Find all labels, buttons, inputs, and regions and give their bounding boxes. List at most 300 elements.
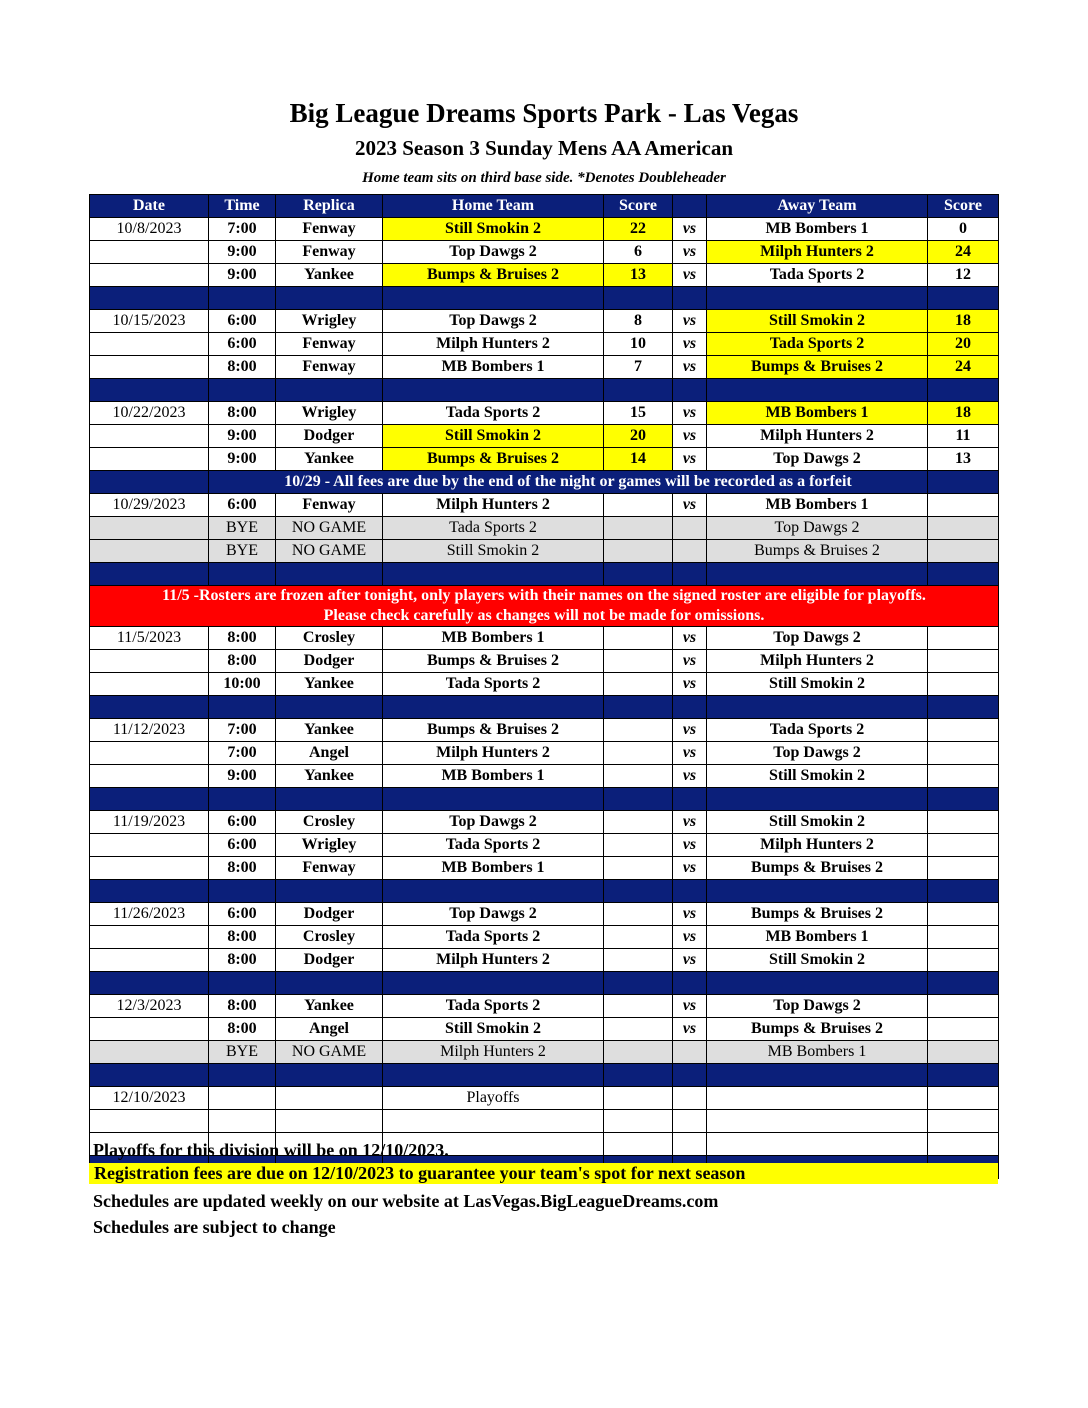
vs-cell: vs — [673, 333, 707, 356]
game-row — [90, 494, 999, 517]
vs-cell: vs — [673, 425, 707, 448]
time-cell: 9:00 — [209, 241, 276, 264]
week-separator-row — [90, 287, 999, 310]
home-score-cell — [604, 627, 673, 650]
away-score-cell — [928, 627, 999, 650]
roster-alert-line-2: Please check carefully as changes will not be made for omissions. — [323, 607, 765, 624]
field-cell: Fenway — [276, 333, 383, 356]
vs-cell: vs — [673, 241, 707, 264]
date-cell — [90, 742, 209, 765]
vs-cell: vs — [673, 627, 707, 650]
empty-cell — [673, 1110, 707, 1133]
away-score-cell: 18 — [928, 402, 999, 425]
separator-cell — [928, 563, 999, 586]
away-team-cell: MB Bombers 1 — [707, 402, 928, 425]
vs-cell: vs — [673, 995, 707, 1018]
col-header-home-score: Score — [604, 195, 673, 218]
separator-cell — [928, 880, 999, 903]
field-cell: Fenway — [276, 241, 383, 264]
separator-cell — [276, 379, 383, 402]
home-score-cell — [604, 765, 673, 788]
time-cell: 8:00 — [209, 995, 276, 1018]
game-row — [90, 218, 999, 241]
home-team-cell: Top Dawgs 2 — [383, 310, 604, 333]
field-cell: Yankee — [276, 264, 383, 287]
banner-cell — [90, 471, 209, 494]
field-cell: Dodger — [276, 949, 383, 972]
empty-cell — [383, 1110, 604, 1133]
away-score-cell — [928, 1087, 999, 1110]
vs-cell: vs — [673, 650, 707, 673]
empty-cell — [707, 1133, 928, 1156]
playoffs-row — [90, 1087, 999, 1110]
game-row — [90, 949, 999, 972]
game-row — [90, 926, 999, 949]
separator-cell — [673, 287, 707, 310]
header-row — [90, 195, 999, 218]
away-team-cell: Top Dawgs 2 — [707, 448, 928, 471]
home-score-cell — [604, 857, 673, 880]
bye-row — [90, 517, 999, 540]
vs-cell: vs — [673, 765, 707, 788]
separator-cell — [209, 287, 276, 310]
away-team-cell: Milph Hunters 2 — [707, 425, 928, 448]
time-cell: 8:00 — [209, 949, 276, 972]
field-cell: Yankee — [276, 719, 383, 742]
separator-cell — [90, 563, 209, 586]
field-cell: Wrigley — [276, 402, 383, 425]
away-score-cell — [928, 517, 999, 540]
away-score-cell — [928, 1041, 999, 1064]
separator-cell — [276, 563, 383, 586]
home-score-cell: 15 — [604, 402, 673, 425]
home-score-cell: 22 — [604, 218, 673, 241]
separator-cell — [90, 696, 209, 719]
separator-cell — [928, 287, 999, 310]
no-game-label: NO GAME — [276, 1041, 383, 1064]
home-score-cell — [604, 903, 673, 926]
field-cell: Yankee — [276, 765, 383, 788]
home-team-cell: Tada Sports 2 — [383, 517, 604, 540]
vs-cell: vs — [673, 218, 707, 241]
empty-cell — [707, 1110, 928, 1133]
game-row — [90, 627, 999, 650]
home-score-cell: 6 — [604, 241, 673, 264]
away-team-cell: Still Smokin 2 — [707, 310, 928, 333]
separator-cell — [604, 1064, 673, 1087]
field-cell: Dodger — [276, 903, 383, 926]
date-cell — [90, 926, 209, 949]
away-team-cell: MB Bombers 1 — [707, 494, 928, 517]
separator-cell — [604, 696, 673, 719]
home-team-cell: Milph Hunters 2 — [383, 333, 604, 356]
time-cell: 6:00 — [209, 494, 276, 517]
home-team-cell: Bumps & Bruises 2 — [383, 448, 604, 471]
game-row — [90, 264, 999, 287]
date-cell: 10/29/2023 — [90, 494, 209, 517]
field-cell: Fenway — [276, 857, 383, 880]
field-cell: Angel — [276, 742, 383, 765]
home-score-cell — [604, 995, 673, 1018]
field-cell: Yankee — [276, 448, 383, 471]
col-header-time: Time — [209, 195, 276, 218]
separator-cell — [673, 379, 707, 402]
footer-change-note: Schedules are subject to change — [93, 1217, 336, 1237]
separator-cell — [90, 379, 209, 402]
time-cell: 9:00 — [209, 425, 276, 448]
separator-cell — [209, 788, 276, 811]
home-score-cell — [604, 834, 673, 857]
empty-cell — [276, 1110, 383, 1133]
vs-cell: vs — [673, 719, 707, 742]
vs-cell — [673, 1087, 707, 1110]
separator-cell — [707, 563, 928, 586]
time-cell: 8:00 — [209, 650, 276, 673]
away-score-cell — [928, 765, 999, 788]
game-row — [90, 650, 999, 673]
time-cell: 8:00 — [209, 627, 276, 650]
game-row — [90, 765, 999, 788]
home-score-cell — [604, 811, 673, 834]
away-score-cell — [928, 494, 999, 517]
date-cell — [90, 241, 209, 264]
time-cell: 6:00 — [209, 333, 276, 356]
vs-cell: vs — [673, 903, 707, 926]
date-cell — [90, 857, 209, 880]
away-team-cell: Top Dawgs 2 — [707, 517, 928, 540]
home-score-cell: 8 — [604, 310, 673, 333]
game-row — [90, 834, 999, 857]
away-team-cell: Bumps & Bruises 2 — [707, 903, 928, 926]
field-cell: Crosley — [276, 627, 383, 650]
separator-cell — [928, 696, 999, 719]
away-score-cell — [928, 949, 999, 972]
time-cell: 6:00 — [209, 310, 276, 333]
home-team-cell: Still Smokin 2 — [383, 425, 604, 448]
time-cell: 8:00 — [209, 857, 276, 880]
date-cell — [90, 834, 209, 857]
date-cell — [90, 650, 209, 673]
away-team-cell: Still Smokin 2 — [707, 949, 928, 972]
roster-alert-line-1: 11/5 -Rosters are frozen after tonight, only players with their names on the signed roster are eligible for playoffs. — [162, 587, 926, 604]
home-team-cell: Tada Sports 2 — [383, 995, 604, 1018]
separator-cell — [928, 379, 999, 402]
away-team-cell: Bumps & Bruises 2 — [707, 540, 928, 563]
game-row — [90, 719, 999, 742]
vs-cell — [673, 1041, 707, 1064]
week-separator-row — [90, 788, 999, 811]
empty-row — [90, 1110, 999, 1133]
home-team-cell: Milph Hunters 2 — [383, 1041, 604, 1064]
no-game-label: NO GAME — [276, 517, 383, 540]
separator-cell — [604, 788, 673, 811]
empty-cell — [604, 1110, 673, 1133]
time-cell: 9:00 — [209, 264, 276, 287]
home-score-cell: 10 — [604, 333, 673, 356]
away-score-cell — [928, 673, 999, 696]
game-row — [90, 241, 999, 264]
fees-banner-row — [90, 471, 999, 494]
game-row — [90, 333, 999, 356]
home-team-cell: MB Bombers 1 — [383, 627, 604, 650]
separator-cell — [707, 287, 928, 310]
field-cell: Dodger — [276, 650, 383, 673]
date-cell — [90, 264, 209, 287]
separator-cell — [276, 972, 383, 995]
time-cell: 7:00 — [209, 218, 276, 241]
separator-cell — [209, 1064, 276, 1087]
home-score-cell — [604, 517, 673, 540]
away-team-cell: Top Dawgs 2 — [707, 995, 928, 1018]
away-score-cell — [928, 834, 999, 857]
home-score-cell — [604, 719, 673, 742]
away-team-cell: Tada Sports 2 — [707, 264, 928, 287]
home-team-cell: Top Dawgs 2 — [383, 903, 604, 926]
col-header-replica: Replica — [276, 195, 383, 218]
separator-cell — [383, 972, 604, 995]
field-cell: Dodger — [276, 425, 383, 448]
week-separator-row — [90, 1064, 999, 1087]
week-separator-row — [90, 696, 999, 719]
away-team-cell: MB Bombers 1 — [707, 926, 928, 949]
home-score-cell — [604, 540, 673, 563]
time-cell: 9:00 — [209, 765, 276, 788]
time-cell: 8:00 — [209, 402, 276, 425]
field-cell: Yankee — [276, 673, 383, 696]
away-team-cell: Bumps & Bruises 2 — [707, 857, 928, 880]
page-subtitle: 2023 Season 3 Sunday Mens AA American — [354, 136, 734, 160]
separator-cell — [673, 696, 707, 719]
home-team-cell: Tada Sports 2 — [383, 402, 604, 425]
separator-cell — [604, 972, 673, 995]
game-row — [90, 903, 999, 926]
roster-alert-cell — [90, 586, 999, 627]
home-score-cell: 13 — [604, 264, 673, 287]
vs-cell — [673, 517, 707, 540]
away-team-cell: Milph Hunters 2 — [707, 834, 928, 857]
separator-cell — [90, 1064, 209, 1087]
time-cell: 8:00 — [209, 1018, 276, 1041]
bye-row — [90, 540, 999, 563]
time-cell: 7:00 — [209, 719, 276, 742]
away-score-cell — [928, 742, 999, 765]
vs-cell — [673, 540, 707, 563]
separator-cell — [90, 287, 209, 310]
separator-cell — [383, 880, 604, 903]
field-cell: Crosley — [276, 926, 383, 949]
footer-playoffs-note: Playoffs for this division will be on 12/10/2023. — [93, 1140, 449, 1160]
game-row — [90, 1018, 999, 1041]
home-score-cell: 20 — [604, 425, 673, 448]
date-cell: 11/19/2023 — [90, 811, 209, 834]
vs-cell: vs — [673, 673, 707, 696]
home-team-cell: Still Smokin 2 — [383, 1018, 604, 1041]
away-score-cell — [928, 926, 999, 949]
home-team-cell: Tada Sports 2 — [383, 673, 604, 696]
game-row — [90, 811, 999, 834]
vs-cell: vs — [673, 402, 707, 425]
away-score-cell: 20 — [928, 333, 999, 356]
away-team-cell: Still Smokin 2 — [707, 765, 928, 788]
separator-cell — [383, 287, 604, 310]
home-score-cell — [604, 650, 673, 673]
separator-cell — [383, 696, 604, 719]
home-score-cell — [604, 926, 673, 949]
away-team-cell: Milph Hunters 2 — [707, 650, 928, 673]
home-team-cell: Top Dawgs 2 — [383, 811, 604, 834]
col-header-away-score: Score — [928, 195, 999, 218]
date-cell — [90, 1041, 209, 1064]
away-team-cell: MB Bombers 1 — [707, 1041, 928, 1064]
home-team-cell: Bumps & Bruises 2 — [383, 264, 604, 287]
away-team-cell: Bumps & Bruises 2 — [707, 1018, 928, 1041]
vs-cell: vs — [673, 857, 707, 880]
away-score-cell — [928, 650, 999, 673]
vs-cell: vs — [673, 949, 707, 972]
separator-cell — [707, 972, 928, 995]
home-score-cell — [604, 1041, 673, 1064]
date-cell: 10/8/2023 — [90, 218, 209, 241]
vs-cell: vs — [673, 310, 707, 333]
empty-cell — [604, 1133, 673, 1156]
bye-label: BYE — [209, 540, 276, 563]
separator-cell — [928, 788, 999, 811]
separator-cell — [383, 788, 604, 811]
away-score-cell: 18 — [928, 310, 999, 333]
away-team-cell: Top Dawgs 2 — [707, 627, 928, 650]
home-score-cell: 14 — [604, 448, 673, 471]
separator-cell — [673, 788, 707, 811]
empty-cell — [673, 1133, 707, 1156]
field-cell: Wrigley — [276, 834, 383, 857]
date-cell — [90, 765, 209, 788]
home-score-cell — [604, 742, 673, 765]
date-cell: 10/22/2023 — [90, 402, 209, 425]
home-team-cell: Tada Sports 2 — [383, 926, 604, 949]
separator-cell — [707, 788, 928, 811]
field-cell: Angel — [276, 1018, 383, 1041]
playoffs-label: Playoffs — [383, 1087, 604, 1110]
separator-cell — [209, 696, 276, 719]
date-cell: 10/15/2023 — [90, 310, 209, 333]
date-cell — [90, 356, 209, 379]
time-cell — [209, 1087, 276, 1110]
away-team-cell: Still Smokin 2 — [707, 673, 928, 696]
week-separator-row — [90, 880, 999, 903]
banner-cell — [928, 471, 999, 494]
home-score-cell — [604, 1018, 673, 1041]
away-score-cell: 0 — [928, 218, 999, 241]
date-cell: 12/10/2023 — [90, 1087, 209, 1110]
separator-cell — [707, 1064, 928, 1087]
separator-cell — [673, 880, 707, 903]
separator-cell — [928, 972, 999, 995]
separator-cell — [383, 1064, 604, 1087]
field-cell: Fenway — [276, 218, 383, 241]
separator-cell — [209, 972, 276, 995]
separator-cell — [707, 696, 928, 719]
game-row — [90, 673, 999, 696]
game-row — [90, 857, 999, 880]
week-separator-row — [90, 972, 999, 995]
date-cell — [90, 333, 209, 356]
home-team-cell: Bumps & Bruises 2 — [383, 650, 604, 673]
time-cell: 6:00 — [209, 903, 276, 926]
fees-banner-text: 10/29 - All fees are due by the end of the night or games will be recorded as a forfeit — [209, 471, 928, 494]
away-team-cell: Tada Sports 2 — [707, 719, 928, 742]
time-cell: 9:00 — [209, 448, 276, 471]
footer-registration-note: Registration fees are due on 12/10/2023 to guarantee your team's spot for next season — [89, 1163, 998, 1184]
separator-cell — [209, 379, 276, 402]
away-score-cell: 24 — [928, 241, 999, 264]
schedule-table — [89, 194, 999, 1179]
home-team-cell: Tada Sports 2 — [383, 834, 604, 857]
game-row — [90, 356, 999, 379]
col-header-vs — [673, 195, 707, 218]
home-team-cell: MB Bombers 1 — [383, 765, 604, 788]
separator-cell — [276, 1064, 383, 1087]
home-score-cell — [604, 673, 673, 696]
away-team-cell: Bumps & Bruises 2 — [707, 356, 928, 379]
away-score-cell — [928, 995, 999, 1018]
game-row — [90, 310, 999, 333]
away-score-cell: 11 — [928, 425, 999, 448]
field-cell: Fenway — [276, 356, 383, 379]
separator-cell — [604, 880, 673, 903]
date-cell: 11/12/2023 — [90, 719, 209, 742]
separator-cell — [383, 379, 604, 402]
home-team-note: Home team sits on third base side. *Denotes Doubleheader — [362, 170, 726, 186]
home-team-cell: Still Smokin 2 — [383, 540, 604, 563]
away-score-cell — [928, 811, 999, 834]
empty-cell — [90, 1110, 209, 1133]
home-team-cell: Milph Hunters 2 — [383, 949, 604, 972]
away-score-cell: 13 — [928, 448, 999, 471]
week-separator-row — [90, 379, 999, 402]
footer-website-note: Schedules are updated weekly on our website at LasVegas.BigLeagueDreams.com — [93, 1191, 719, 1211]
away-score-cell — [928, 540, 999, 563]
home-team-cell: MB Bombers 1 — [383, 857, 604, 880]
empty-cell — [928, 1133, 999, 1156]
separator-cell — [209, 880, 276, 903]
away-team-cell: MB Bombers 1 — [707, 218, 928, 241]
time-cell: 6:00 — [209, 811, 276, 834]
separator-cell — [707, 379, 928, 402]
field-cell: Yankee — [276, 995, 383, 1018]
separator-cell — [383, 563, 604, 586]
separator-cell — [673, 972, 707, 995]
date-cell — [90, 949, 209, 972]
vs-cell: vs — [673, 1018, 707, 1041]
separator-cell — [90, 880, 209, 903]
time-cell: 6:00 — [209, 834, 276, 857]
separator-cell — [928, 1064, 999, 1087]
page-title: Big League Dreams Sports Park - Las Vegas — [289, 98, 799, 128]
date-cell: 12/3/2023 — [90, 995, 209, 1018]
away-score-cell: 12 — [928, 264, 999, 287]
separator-cell — [604, 379, 673, 402]
home-team-cell: MB Bombers 1 — [383, 356, 604, 379]
time-cell: 7:00 — [209, 742, 276, 765]
game-row — [90, 995, 999, 1018]
vs-cell: vs — [673, 356, 707, 379]
away-score-cell: 24 — [928, 356, 999, 379]
vs-cell: vs — [673, 742, 707, 765]
game-row — [90, 742, 999, 765]
away-team-cell: Top Dawgs 2 — [707, 742, 928, 765]
vs-cell: vs — [673, 926, 707, 949]
home-score-cell — [604, 949, 673, 972]
